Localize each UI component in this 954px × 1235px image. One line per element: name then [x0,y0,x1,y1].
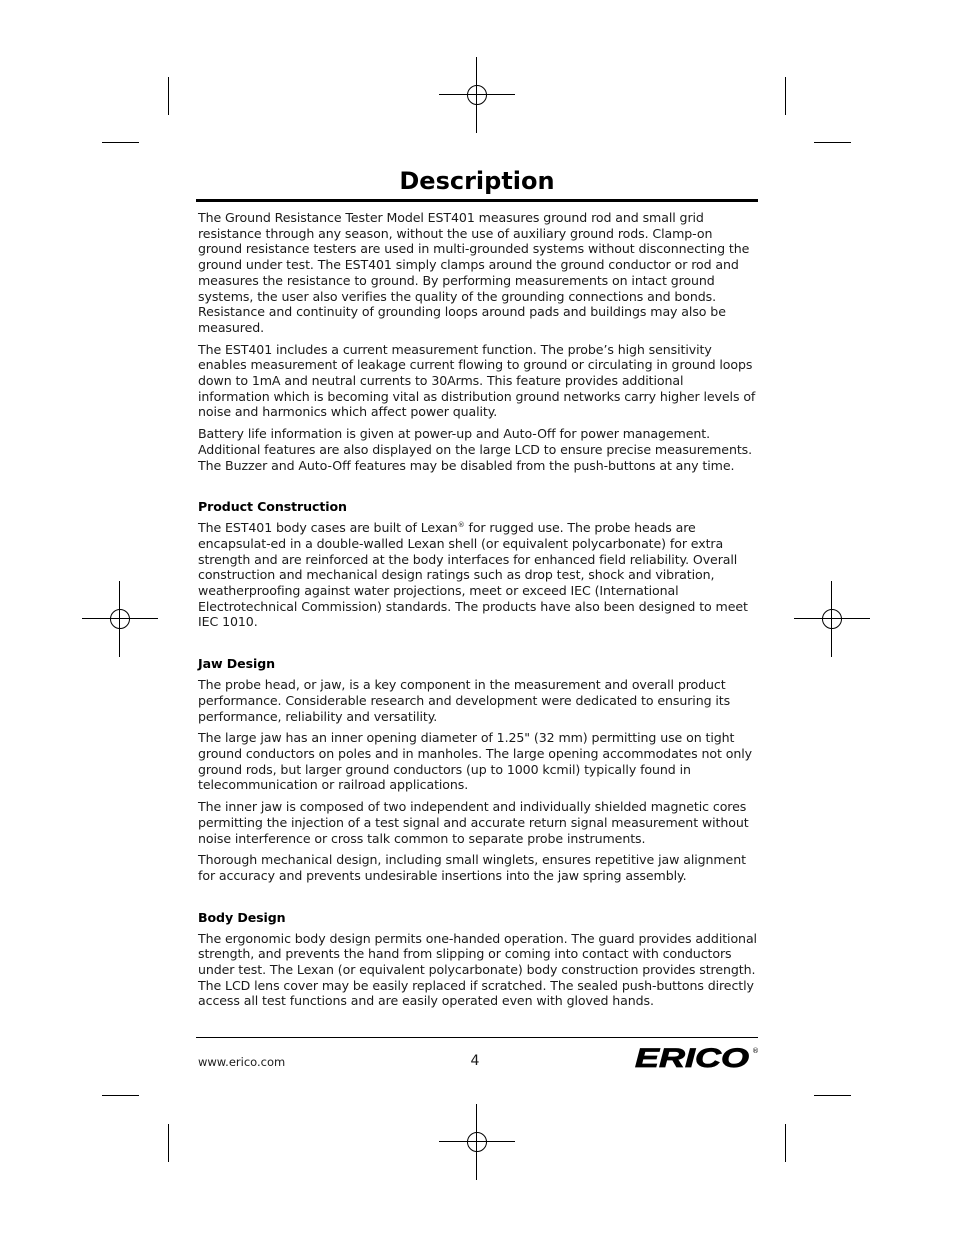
title-rule [196,199,758,202]
page-number: 4 [470,1053,480,1069]
body-content [198,210,758,1015]
registration-mark-right [794,581,870,657]
crop-mark [814,142,851,143]
registered-mark: ® [457,521,465,530]
intro-paragraph: Battery life information is given at power-up and Auto-Off for power management. Additional features are also displayed on the large LCD to ensure precise measurements. The Buzzer and Auto-Off features may be disabled from the push-buttons at any time. [198,426,753,473]
crop-mark [168,77,169,115]
crop-mark [785,77,786,115]
intro-paragraph: The Ground Resistance Tester Model EST401 measures ground rod and small grid resistance through any season, without the use of auxiliary ground rods. Clamp-on ground resistance testers are used in multi-grounded systems without disconnecting the ground under test. The EST401 simply clamps around the ground conductor or rod and measures the resistance to ground. By performing measurements on intact ground systems, the user also verifies the quality of the grounding connections and bonds. Resistance and continuity of grounding loops around pads and buildings may also be measured. [198,210,750,335]
jaw-design-paragraph: The probe head, or jaw, is a key component in the measurement and overall product performance. Considerable research and development were dedicated to ensuring its performance, reliability and versatility. [198,677,731,724]
section-heading-product-construction: Product Construction [198,499,347,515]
product-construction-text-2: for rugged use. The probe heads are encapsulat-ed in a double-walled Lexan shell (or equivalent polycarbonate) for extra strength and are reinforced at the body interfaces for enhanced field reliability. Overall construction and mechanical design ratings such as drop test, shock and vibration, weatherproofing against water projections, meet or exceed IEC (International Electrotechnical Commission) standards. The products have also been designed to meet IEC 1010. [198,520,748,630]
jaw-design-paragraph: Thorough mechanical design, including small winglets, ensures repetitive jaw alignment for accuracy and prevents undesirable insertions into the jaw spring assembly. [198,852,746,883]
registration-mark-bottom [439,1104,515,1180]
body-design-paragraph: The ergonomic body design permits one-handed operation. The guard provides additional strength, and prevents the hand from slipping or coming into contact with conductors under test. The Lexan (or equivalent polycarbonate) body construction provides strength. The LCD lens cover may be easily replaced if scratched. The sealed push-buttons directly access all test functions and are easily operated even with gloved hands. [198,930,757,1009]
crop-mark [814,1095,851,1096]
jaw-design-paragraph: The large jaw has an inner opening diameter of 1.25" (32 mm) permitting use on tight ground conductors on poles and in manholes. The large opening accommodates not only ground rods, but larger ground conductors (up to 1000 kcmil) typically found in telecommunication or railroad applications. [198,730,752,793]
footer-rule [196,1037,758,1038]
footer-url: www.erico.com [198,1055,286,1069]
crop-mark [168,1124,169,1162]
crop-mark [102,1095,139,1096]
section-heading-body-design: Body Design [198,909,286,925]
product-construction-text-1: The EST401 body cases are built of Lexan [198,520,458,536]
section-heading-jaw-design: Jaw Design [198,656,275,672]
jaw-design-paragraph: The inner jaw is composed of two independent and individually shielded magnetic cores permitting the injection of a test signal and accurate return signal measurement without noise interference or cross talk common to separate probe instruments. [198,799,749,846]
erico-logo [633,1043,759,1071]
logo-registered-mark: ® [752,1047,759,1055]
logo-wordmark: ERICO [635,1043,749,1071]
intro-paragraph: The EST401 includes a current measurement function. The probe’s high sensitivity enables measurement of leakage current flowing to ground or circulating in ground loops down to 1mA and neutral currents to 30Arms. This feature provides additional information which is becoming vital as distribution ground networks carry higher levels of noise and harmonics which affect power quality. [198,341,756,420]
registration-mark-left [82,581,158,657]
page-title: Description [399,167,555,195]
product-construction-paragraph [198,520,758,630]
registration-mark-top [439,57,515,133]
crop-mark [102,142,139,143]
crop-mark [785,1124,786,1162]
